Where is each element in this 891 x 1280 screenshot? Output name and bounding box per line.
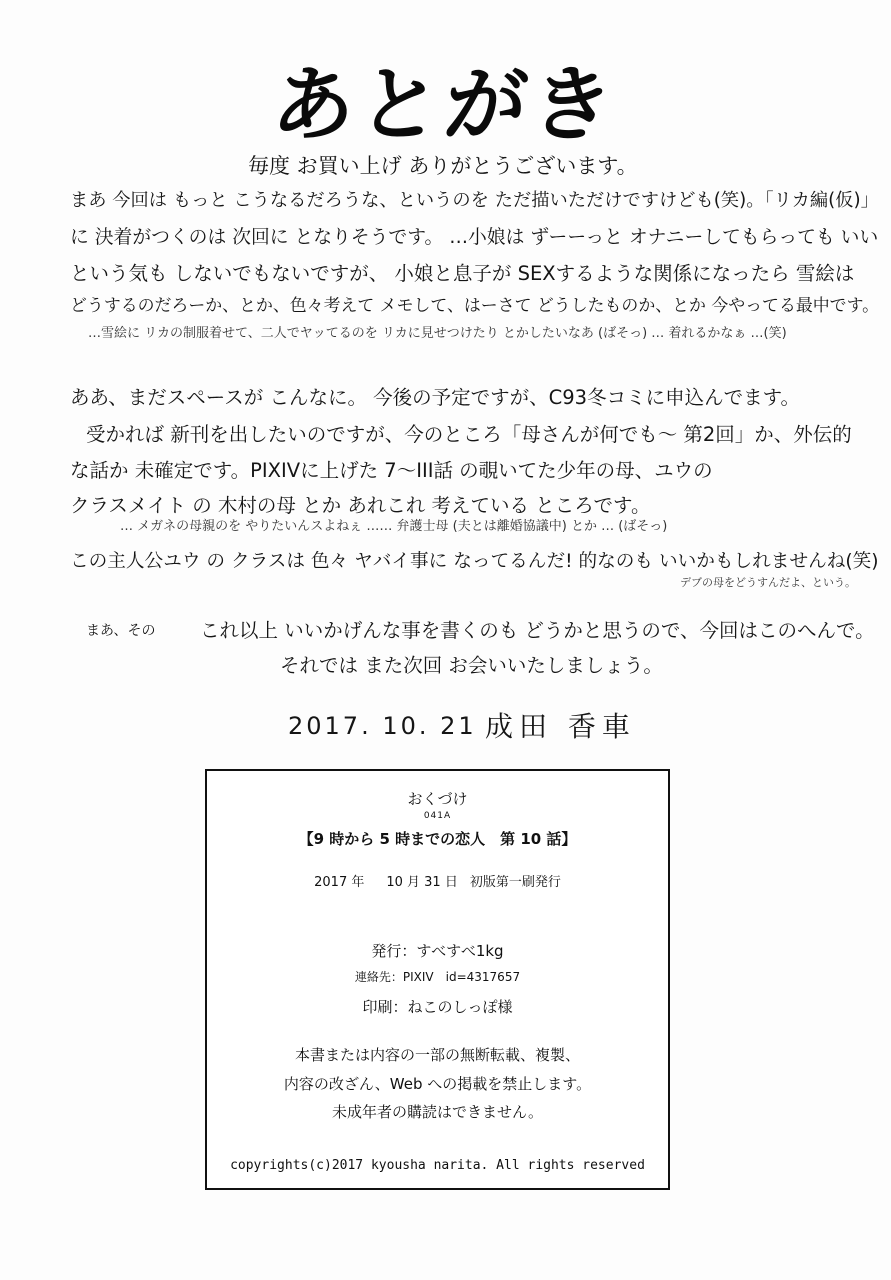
colophon-heading: おくづけ [407,790,468,808]
colophon-contact: 連絡先：PIXIV id=4317657 [354,970,521,984]
colophon-notice: 内容の改ざん、Web への掲載を禁止します。 [283,1075,592,1093]
afterword-line: という気も しないでもないですが、 小娘と息子が SEXするような関係になったら 雪絵は [70,262,855,285]
afterword-title: あとがき [267,57,622,153]
afterword-line: この主人公ユウ の クラスは 色々 ヤバイ事に なってるんだ! 的なのも いいかもしれませんね(笑) [70,551,879,572]
colophon-notice: 本書または内容の一部の無断転載、複製、 [294,1046,580,1064]
afterword-line: クラスメイト の 木村の母 とか あれこれ 考えている ところです。 [70,494,651,517]
signature-date: 2017. 10. 21 [288,712,477,740]
colophon-publisher: 発行：すべすべ1kg [371,942,504,960]
afterword-aside: デブの母をどうすんだよ、という。 [680,576,856,589]
colophon-printer: 印刷：ねこのしっぽ様 [362,998,513,1016]
colophon-code: 041A [423,811,452,821]
afterword-line: それでは また次回 お会いいたしましょう。 [280,654,663,677]
afterword-line: な話か 未確定です。PIXIVに上げた 7〜III話 の覗いてた少年の母、ユウの [70,459,713,482]
afterword-line: どうするのだろーか、とか、色々考えて メモして、はーさて どうしたものか、とか 今やってる最中です。 [70,295,880,315]
colophon-date [207,871,668,890]
afterword-line: に 決着がつくのは 次回に となりそうです。 …小娘は ずーーっと オナニーしてもらっても いい [70,227,879,248]
afterword-aside: …雪絵に リカの制服着せて、二人でヤッてるのを リカに見せつけたり とかしたいなあ (ばそっ) … 着れるかなぁ …(笑) [88,326,787,341]
signature-author: 成田 香車 [485,710,636,743]
colophon-date-year: 2017 年 [314,875,365,890]
colophon-box [205,769,670,1190]
colophon-work-title: 【9 時から 5 時までの恋人 第 10 話】 [298,830,577,848]
afterword-line: これ以上 いいかげんな事を書くのも どうかと思うので、今回はこのへんで。 [200,619,875,642]
colophon-edition: 初版第一刷発行 [469,875,561,890]
afterword-line: 受かれば 新刊を出したいのですが、今のところ「母さんが何でも〜 第2回」か、外伝的 [86,423,852,446]
afterword-line: まあ、その [86,623,156,639]
afterword-line: 毎度 お買い上げ ありがとうございます。 [248,154,638,178]
colophon-date-day: 10 月 31 日 [386,875,458,890]
colophon-notice: 未成年者の購読はできません。 [332,1103,543,1121]
afterword-line: まあ 今回は もっと こうなるだろうな、というのを ただ描いただけですけども(笑)。「リカ編(仮)」 [70,190,879,211]
colophon-copyright: copyrights(c)2017 kyousha narita. All rights reserved [230,1158,645,1173]
afterword-aside: … メガネの母親のを やりたいんスよねぇ …… 弁護士母 (夫とは離婚協議中) とか … (ばそっ) [120,519,668,534]
afterword-line: ああ、まだスペースが こんなに。 今後の予定ですが、C93冬コミに申込んでます。 [70,386,801,409]
